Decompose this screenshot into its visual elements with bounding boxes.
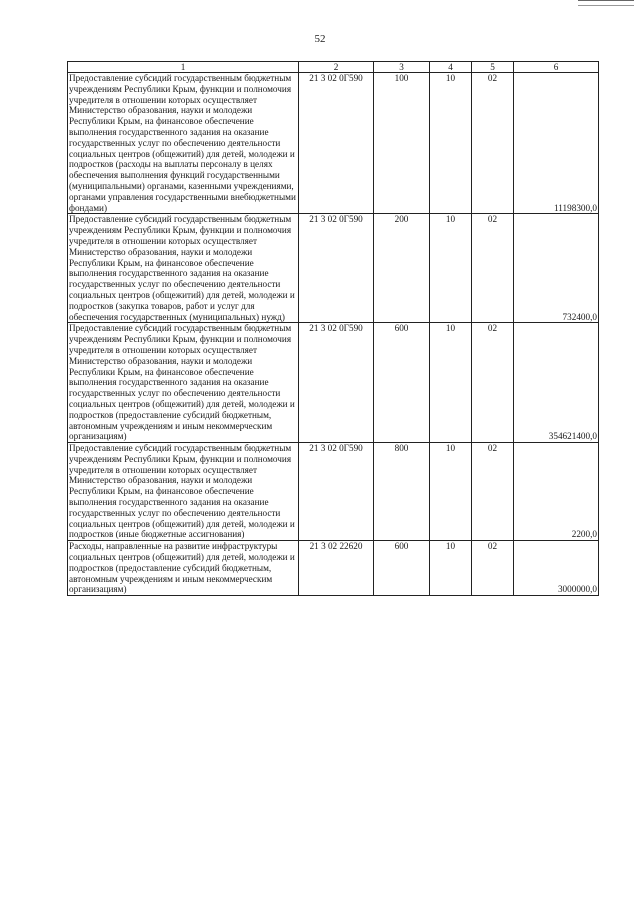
corner-mark [578,0,634,6]
table-row [68,214,599,323]
row-description: Предоставление субсидий государственным бюджетным учреждениям Республики Крым, функции и полномочия учредителя в отношении которых осуществляет Министерство образования, науки и молодежи Республики Крым, на финансовое обеспечение выполнения государственного задания на оказание государственных услуг по обеспечению деятельности социальных центров (общежитий) для детей, молодежи и подростков (иные бюджетные ассигнования) [68,443,299,541]
subsection-code: 02 [472,541,514,596]
column-header: 6 [514,62,599,73]
column-number-row [68,62,599,73]
expense-type-code: 200 [374,214,430,323]
row-description: Предоставление субсидий государственным бюджетным учреждениям Республики Крым, функции и полномочия учредителя в отношении которых осуществляет Министерство образования, науки и молодежи Республики Крым, на финансовое обеспечение выполнения государственного задания на оказание государственных услуг по обеспечению деятельности социальных центров (общежитий) для детей, молодежи и подростков (предоставление субсидий бюджетным, автономным учреждениям и иным некоммерческим организациям) [68,323,299,443]
table-row [68,323,599,443]
row-description: Предоставление субсидий государственным бюджетным учреждениям Республики Крым, функции и полномочия учредителя в отношении которых осуществляет Министерство образования, науки и молодежи Республики Крым, на финансовое обеспечение выполнения государственного задания на оказание государственных услуг по обеспечению деятельности социальных центров (общежитий) для детей, молодежи и подростков (закупка товаров, работ и услуг для обеспечения государственных (муниципальных) нужд) [68,214,299,323]
amount-value: 2200,0 [514,443,599,541]
expense-type-code: 600 [374,541,430,596]
amount-value: 354621400,0 [514,323,599,443]
section-code: 10 [430,73,472,214]
page-number: 52 [314,33,326,45]
section-code: 10 [430,443,472,541]
target-article-code: 21 3 02 0Г590 [299,443,374,541]
row-description: Расходы, направленные на развитие инфраструктуры социальных центров (общежитий) для детей, молодежи и подростков (предоставление субсидий бюджетным, автономным учреждениям и иным некоммерческим организациям) [68,541,299,596]
table-row [68,541,599,596]
subsection-code: 02 [472,73,514,214]
table-row [68,73,599,214]
column-header: 5 [472,62,514,73]
section-code: 10 [430,323,472,443]
subsection-code: 02 [472,323,514,443]
column-header: 3 [374,62,430,73]
subsection-code: 02 [472,214,514,323]
column-header: 4 [430,62,472,73]
table-row [68,443,599,541]
expense-type-code: 800 [374,443,430,541]
amount-value: 11198300,0 [514,73,599,214]
section-code: 10 [430,541,472,596]
target-article-code: 21 3 02 0Г590 [299,73,374,214]
subsection-code: 02 [472,443,514,541]
column-header: 2 [299,62,374,73]
expense-type-code: 100 [374,73,430,214]
section-code: 10 [430,214,472,323]
amount-value: 3000000,0 [514,541,599,596]
target-article-code: 21 3 02 22620 [299,541,374,596]
amount-value: 732400,0 [514,214,599,323]
budget-table [67,61,599,596]
target-article-code: 21 3 02 0Г590 [299,323,374,443]
expense-type-code: 600 [374,323,430,443]
target-article-code: 21 3 02 0Г590 [299,214,374,323]
column-header: 1 [68,62,299,73]
row-description: Предоставление субсидий государственным бюджетным учреждениям Республики Крым, функции и полномочия учредителя в отношении которых осуществляет Министерство образования, науки и молодежи Республики Крым, на финансовое обеспечение выполнения государственного задания на оказание государственных услуг по обеспечению деятельности социальных центров (общежитий) для детей, молодежи и подростков (расходы на выплаты персоналу в целях обеспечения выполнения функций государственными (муниципальными) органами, казенными учреждениями, органами управления государственными внебюджетными фондами) [68,73,299,214]
